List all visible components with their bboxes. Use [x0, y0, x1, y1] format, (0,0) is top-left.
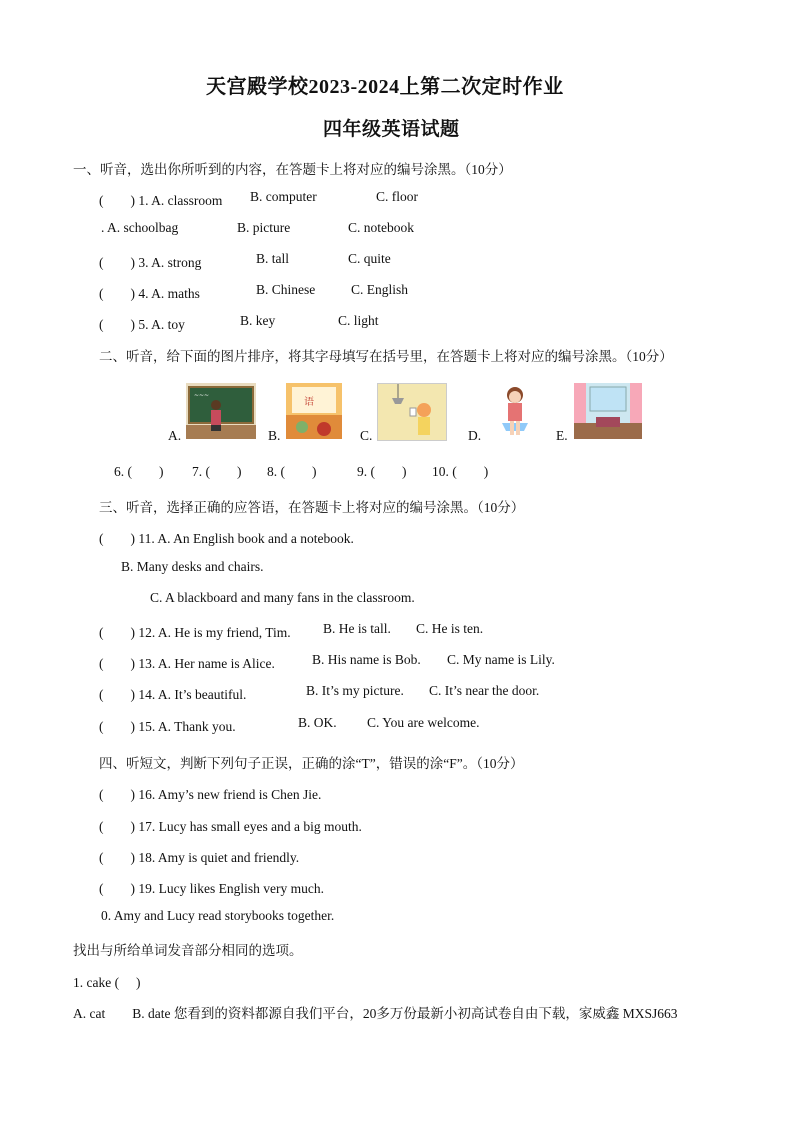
section-4-heading: 四、听短文，判断下列句子正误，正确的涂“T”，错误的涂“F”。（10分）: [99, 756, 524, 771]
answer-blank-6: 6. ( ): [114, 464, 164, 479]
page-title: 天宫殿学校2023-2024上第二次定时作业: [206, 76, 564, 98]
q2-option-c: C. notebook: [348, 220, 414, 235]
section-1-heading: 一、听音，选出你所听到的内容，在答题卡上将对应的编号涂黑。（10分）: [73, 162, 512, 177]
pic-label-c: C.: [360, 428, 373, 443]
q12-option-c: C. He is ten.: [416, 621, 484, 636]
section-2-heading: 二、听音，给下面的图片排序，将其字母填写在括号里，在答题卡上将对应的编号涂黑。（10分）: [99, 349, 673, 364]
q19-statement: ( ) 19. Lucy likes English very much.: [99, 881, 324, 896]
chinese-book-image: [286, 383, 342, 439]
answer-blank-10: 10. ( ): [432, 464, 489, 479]
section-5-heading: 找出与所给单词发音部分相同的选项。: [73, 943, 303, 958]
svg-text:~~~: ~~~: [194, 392, 210, 399]
svg-text:语: 语: [304, 397, 314, 408]
q18-statement: ( ) 18. Amy is quiet and friendly.: [99, 850, 300, 865]
q15-option-c: C. You are welcome.: [367, 715, 480, 730]
q12-option-a: ( ) 12. A. He is my friend, Tim.: [99, 625, 291, 640]
q20-statement: 0. Amy and Lucy read storybooks together.: [101, 908, 335, 923]
q5-option-b: B. key: [240, 313, 276, 328]
q5-option-c: C. light: [338, 313, 379, 328]
boy-at-light-switch-image: [377, 383, 447, 441]
q14-option-b: B. It’s my picture.: [306, 683, 404, 698]
q1-option-b: B. computer: [250, 189, 317, 204]
pic-label-d: D.: [468, 428, 482, 443]
q13-option-b: B. His name is Bob.: [312, 652, 421, 667]
q2-option-b: B. picture: [237, 220, 291, 235]
q16-statement: ( ) 16. Amy’s new friend is Chen Jie.: [99, 787, 322, 802]
q1-option-c: C. floor: [376, 189, 418, 204]
q13-option-c: C. My name is Lily.: [447, 652, 555, 667]
q5-option-a: ( ) 5. A. toy: [99, 317, 185, 332]
q13-option-a: ( ) 13. A. Her name is Alice.: [99, 656, 275, 671]
q3-option-b: B. tall: [256, 251, 289, 266]
pic-label-a: A.: [168, 428, 182, 443]
q11-option-c: C. A blackboard and many fans in the classroom.: [150, 590, 415, 605]
room-with-window-image: [574, 383, 642, 439]
q14-option-c: C. It’s near the door.: [429, 683, 540, 698]
answer-blank-9: 9. ( ): [357, 464, 407, 479]
pic-label-b: B.: [268, 428, 281, 443]
q3-option-a: ( ) 3. A. strong: [99, 255, 202, 270]
q11-option-b: B. Many desks and chairs.: [121, 559, 264, 574]
q1-option-a: ( ) 1. A. classroom: [99, 193, 223, 208]
section-3-heading: 三、听音，选择正确的应答语，在答题卡上将对应的编号涂黑。（10分）: [99, 500, 525, 515]
phonics-q1: 1. cake ( ): [73, 975, 141, 990]
q11-option-a: ( ) 11. A. An English book and a notebook.: [99, 531, 354, 546]
q15-option-b: B. OK.: [298, 715, 337, 730]
q4-option-b: B. Chinese: [256, 282, 316, 297]
q17-statement: ( ) 17. Lucy has small eyes and a big mouth.: [99, 819, 362, 834]
q4-option-a: ( ) 4. A. maths: [99, 286, 200, 301]
q12-option-b: B. He is tall.: [323, 621, 391, 636]
pic-label-e: E.: [556, 428, 568, 443]
answer-blank-7: 7. ( ): [192, 464, 242, 479]
answer-blank-8: 8. ( ): [267, 464, 317, 479]
q3-option-c: C. quite: [348, 251, 391, 266]
phonics-q1-options: A. cat B. date 您看到的资料都源自我们平台，20多万份最新小初高试卷自由下载，家威鑫 MXSJ663: [73, 1006, 678, 1021]
girl-reading-image: [494, 383, 536, 439]
page-subtitle: 四年级英语试题: [323, 119, 460, 140]
q14-option-a: ( ) 14. A. It’s beautiful.: [99, 687, 247, 702]
teacher-at-blackboard-image: [186, 383, 256, 439]
q2-option-a: . A. schoolbag: [101, 220, 179, 235]
q4-option-c: C. English: [351, 282, 409, 297]
q15-option-a: ( ) 15. A. Thank you.: [99, 719, 236, 734]
